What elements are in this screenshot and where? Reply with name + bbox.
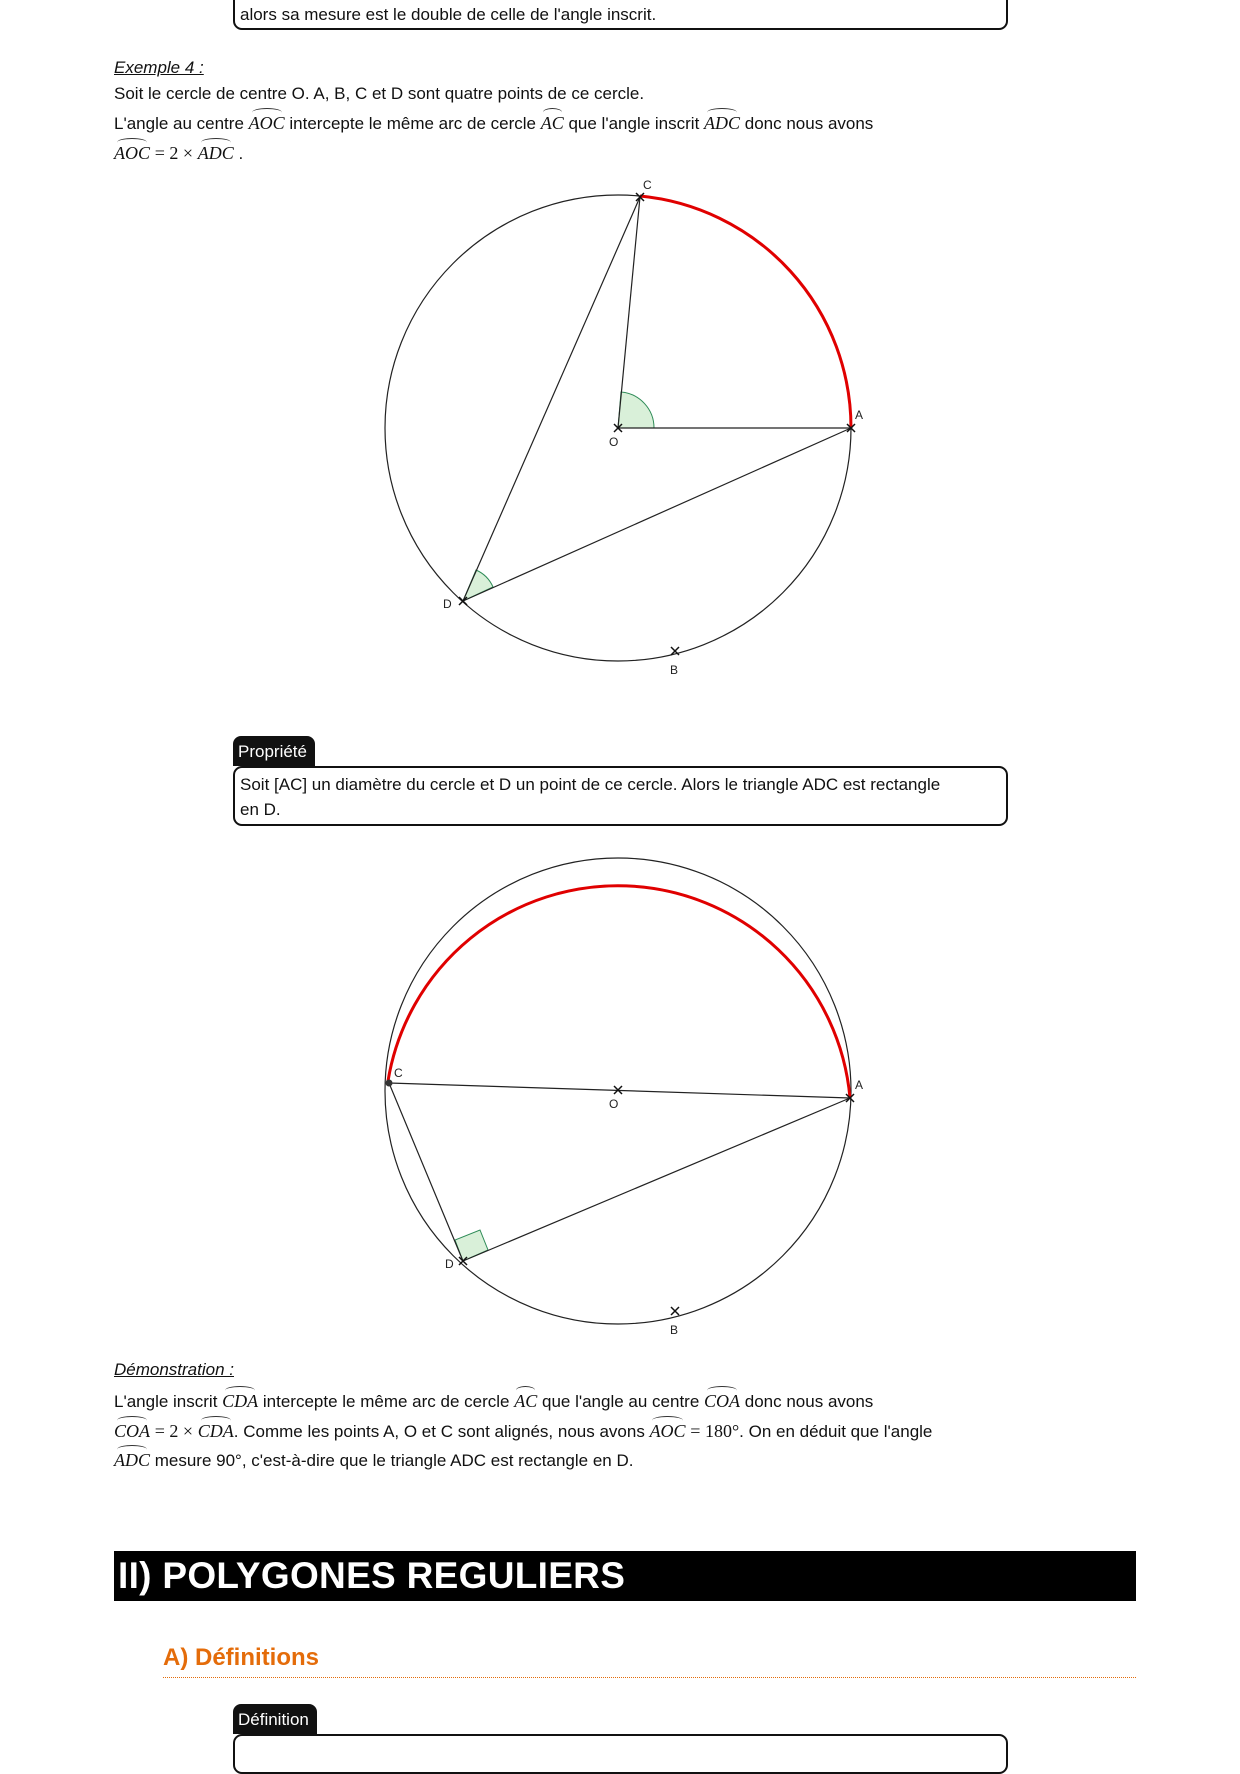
angle-adc: ADC (114, 1450, 150, 1470)
point-d-marker (459, 597, 467, 605)
demonstration-line-1 (114, 1391, 873, 1412)
label-d: D (445, 1257, 454, 1271)
label-b: B (670, 1323, 679, 1337)
demonstration-line-2 (114, 1421, 932, 1442)
arc-ac-highlight (640, 196, 851, 428)
segment-dc (463, 197, 640, 601)
equation-operator: = 2 × (154, 143, 194, 163)
segment-da (463, 1098, 850, 1261)
theorem-text: alors sa mesure est le double de celle de l'angle inscrit. (240, 5, 657, 24)
text-fragment: intercepte le même arc de cercle (289, 114, 536, 133)
label-d: D (443, 597, 452, 611)
point-b-marker (671, 1307, 679, 1315)
equation-operator: = 2 × (154, 1421, 194, 1441)
text-fragment: . On en déduit que l'angle (739, 1422, 933, 1441)
label-a: A (855, 408, 864, 422)
figure-diameter-right-angle (0, 840, 1240, 1340)
label-b: B (670, 663, 679, 677)
angle-adc: ADC (197, 143, 234, 163)
angle-aoc: AOC (649, 1421, 686, 1441)
point-c-dot (386, 1080, 393, 1087)
point-markers (459, 1086, 854, 1315)
angle-adc: ADC (704, 113, 741, 133)
text-fragment: . (238, 144, 244, 163)
angle-coa: COA (114, 1421, 150, 1441)
label-a: A (855, 1078, 864, 1092)
angle-cda: CDA (222, 1391, 259, 1411)
text-fragment: L'angle inscrit (114, 1392, 218, 1411)
angle-adc-marker (463, 570, 493, 601)
example-line-1: Soit le cercle de centre O. A, B, C et D sont quatre points de ce cercle. (114, 84, 645, 103)
text-fragment: donc nous avons (744, 1392, 874, 1411)
label-c: C (643, 178, 652, 192)
section-title: II) POLYGONES REGULIERS (118, 1555, 626, 1596)
angle-aoc-marker (618, 392, 654, 428)
angle-aoc: AOC (248, 113, 285, 133)
equation-value: = 180° (690, 1421, 740, 1441)
figure-inscribed-angle (0, 0, 1240, 700)
angle-coa: COA (704, 1391, 741, 1411)
example-heading: Exemple 4 : (114, 58, 204, 77)
property-line-2: en D. (240, 800, 281, 819)
label-o: O (609, 435, 619, 449)
text-fragment: que l'angle au centre (541, 1392, 700, 1411)
property-tag: Propriété (233, 736, 315, 766)
demonstration-heading: Démonstration : (114, 1360, 234, 1379)
arc-ac: AC (514, 1391, 538, 1411)
property-box (233, 766, 1008, 826)
text-fragment: mesure 90°, c'est-à-dire que le triangle ADC est rectangle en D. (154, 1451, 634, 1470)
property-line-1: Soit [AC] un diamètre du cercle et D un point de ce cercle. Alors le triangle ADC est rectangle (240, 775, 941, 794)
angle-aoc: AOC (114, 143, 150, 163)
text-fragment: donc nous avons (744, 114, 874, 133)
right-angle-marker (455, 1230, 488, 1261)
definition-tag: Définition (233, 1704, 317, 1734)
section-heading-bar (114, 1551, 1136, 1601)
arc-ac: AC (540, 113, 564, 133)
text-fragment: intercepte le même arc de cercle (262, 1392, 510, 1411)
definition-box (233, 1734, 1008, 1774)
subsection-underline (163, 1677, 1136, 1678)
arc-ac-highlight (388, 886, 850, 1098)
label-c: C (394, 1066, 403, 1080)
segment-da (463, 428, 851, 601)
label-o: O (609, 1097, 619, 1111)
text-fragment: . Comme les points A, O et C sont alignés, nous avons (233, 1422, 645, 1441)
subsection-title: A) Définitions (163, 1644, 319, 1671)
demonstration-line-3 (114, 1450, 633, 1471)
angle-cda: CDA (197, 1421, 234, 1441)
text-fragment: L'angle au centre (114, 114, 244, 133)
text-fragment: que l'angle inscrit (568, 114, 700, 133)
point-markers (459, 193, 855, 655)
